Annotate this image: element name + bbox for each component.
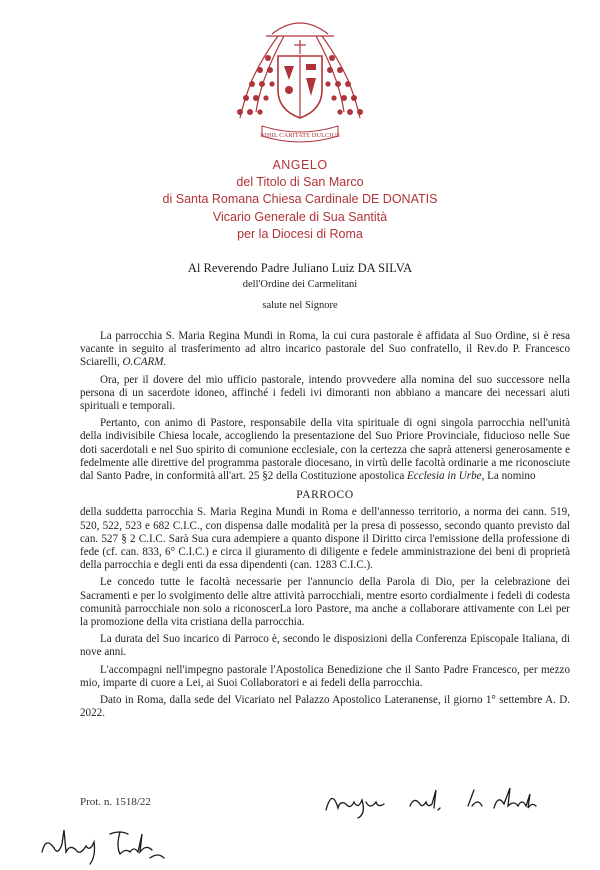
order-abbrev: O.CARM. (122, 356, 167, 369)
addressee-order: dell'Ordine dei Carmelitani (242, 279, 358, 290)
paragraph-date: Dato in Roma, dalla sede del Vicariato nel Palazzo Apostolico Lateranense, il giorno 1° settembre A. D. 2022. (80, 694, 570, 720)
vicar-general-title: Vicario Generale di Sua Santità (212, 209, 388, 224)
cardinal-title-block (0, 157, 600, 243)
crest-motto: NIHIL CARITATE DULCIUS (260, 132, 340, 139)
paragraph-duty: Ora, per il dovere del mio ufficio pastorale, intendo provvedere alla nomina del suo successore nella persona di un sacerdote idoneo, affinché i fedeli ivi dimoranti non abbiano a mancare dei necessari aiuti spirituali e temporali. (80, 373, 570, 413)
cardinal-name: ANGELO (272, 158, 328, 172)
secretary-signature (36, 822, 186, 868)
paragraph-blessing: L'accompagni nell'impegno pastorale l'Apostolica Benedizione che il Santo Padre Francesco, per mezzo mio, imparte di cuore a Lei, ai Suoi Collaboratori e ai fedeli della parrocchia. (80, 663, 570, 689)
paragraph-appointment: Pertanto, con animo di Pastore, responsabile della vita spirituale di ogni singola parrocchia nell'unità della indivisibile Chiesa locale, accogliendo la presentazione del Suo Priore Provinciale, fiducioso nelle Sue doti sacerdotali e nel Suo spirito di comunione ecclesiale, con la certezza che saprà attenersi generosamente e fedelmente alle direttive del programma pastorale diocesano, in virtù delle facoltà ordinarie a me riconosciute dal Santo Padre, in conformità all'art. 25 §2 della Costituzione apostolica Ecclesia in Urbe, La nomino (80, 417, 570, 483)
addressee-name: Al Reverendo Padre Juliano Luiz DA SILVA (187, 261, 413, 275)
paragraph-faculties: Le concedo tutte le facoltà necessarie per l'annuncio della Parola di Dio, per la celebrazione dei Sacramenti e per lo svolgimento delle altre attività parrocchiali, mentre esorto cordialmente i fedeli di codesta comunità parrocchiale non solo a riconoscerLa loro Pastore, ma anche a collaborare attivamente con Lei per la promozione della vita cristiana della parrocchia. (80, 576, 570, 629)
diocese-name: per la Diocesi di Roma (237, 226, 363, 241)
decree-body (80, 330, 570, 724)
paragraph-duration: La durata del Suo incarico di Parroco è, secondo le disposizioni della Conferenza Episcopale Italiana, di nove anni. (80, 633, 570, 659)
cardinal-full-title: di Santa Romana Chiesa Cardinale DE DONATIS (162, 192, 438, 207)
cardinal-coat-of-arms (222, 8, 378, 154)
cardinal-signature (318, 780, 558, 820)
titular-church: del Titolo di San Marco (236, 175, 364, 190)
paragraph-norms: della suddetta parrocchia S. Maria Regina Mundi in Roma e dell'annesso territorio, a norma dei cann. 519, 520, 522, 523 e 682 C.I.C., con dispensa dalle modalità per la presa di possesso, secondo quanto previsto dal can. 527 § 2 C.I.C. Sarà Sua cura adempiere a quanto dispone il Diritto circa l'emissione della professione di fede (cf. can. 833, 6° C.I.C.) e circa il giuramento di diligente e fedele amministrazione dei beni di proprietà della parrocchia e degli enti da essa dipendenti (can. 1283 C.I.C.). (80, 506, 570, 572)
office-title: PARROCO (296, 489, 354, 502)
protocol-number: Prot. n. 1518/22 (80, 796, 151, 808)
greeting: salute nel Signore (262, 300, 338, 311)
constitution-title: Ecclesia in Urbe (407, 470, 482, 483)
paragraph-vacancy: La parrocchia S. Maria Regina Mundi in Roma, la cui cura pastorale è affidata al Suo Ordine, si è resa vacante in seguito al trasferimento ad altro incarico pastorale del Suo confratello, il Rev.do P. Francesco Sciarelli, O.CARM. (80, 330, 570, 369)
addressee-block (0, 260, 600, 313)
